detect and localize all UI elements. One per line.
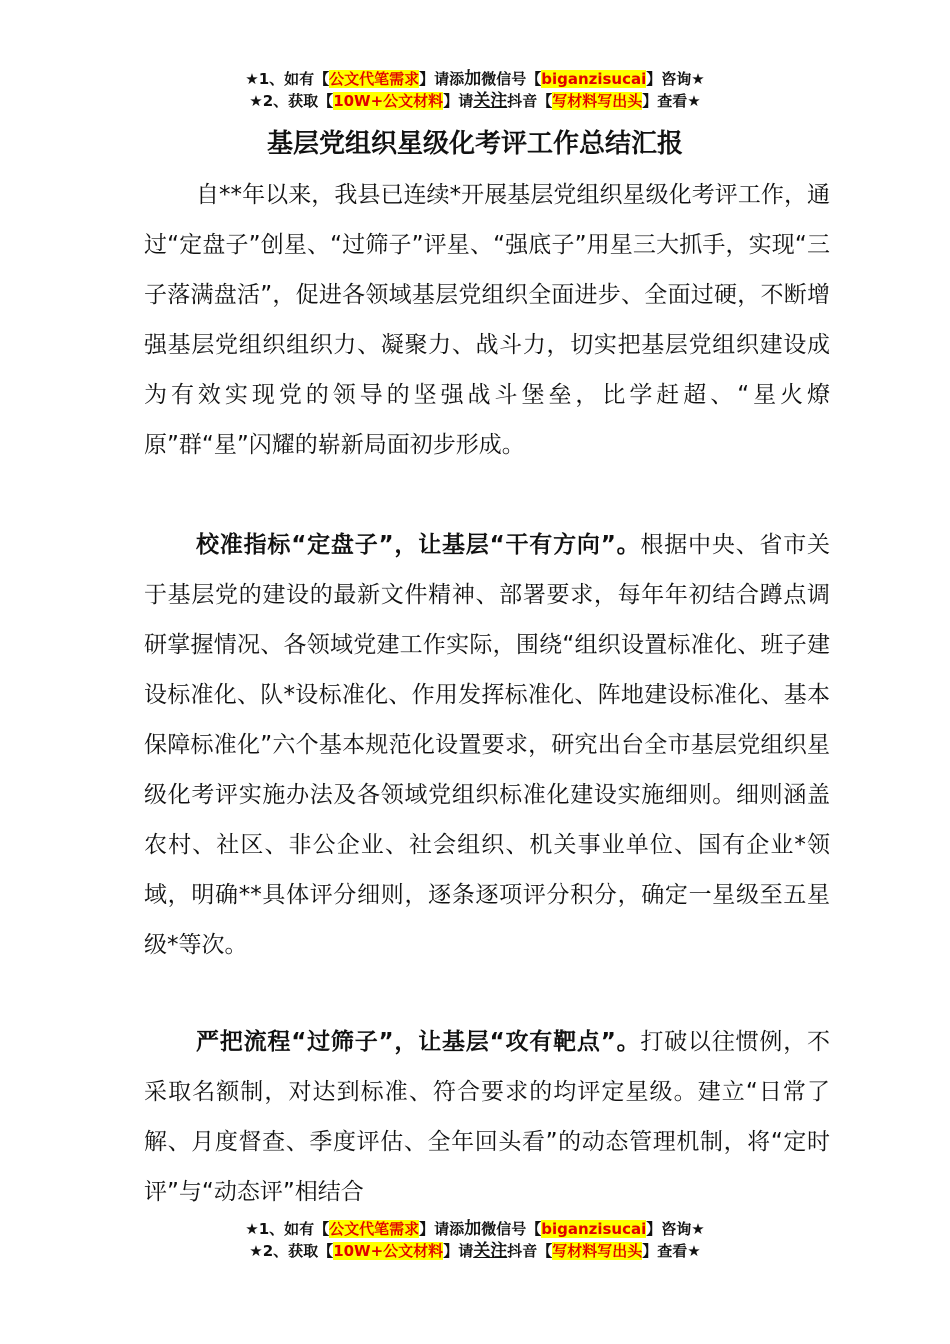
banner-line1-bold-word: 加 xyxy=(464,69,482,89)
paragraph-strict-process xyxy=(144,1017,830,1217)
banner-line2-underline-word: 关注 xyxy=(473,91,508,111)
paragraph-process-lead: 严把流程“过筛子”，让基层“攻有靶点”。 xyxy=(196,1029,641,1055)
banner-line1-suffix: 】咨询★ xyxy=(646,70,705,88)
document-title: 基层党组织星级化考评工作总结汇报 xyxy=(266,129,683,159)
footer-banner xyxy=(0,1218,950,1262)
footer-line1-suffix: 】咨询★ xyxy=(646,1220,705,1238)
footer-line1-highlight-service: 公文代笔需求 xyxy=(329,1220,420,1238)
paragraph-process-text: 打破以往惯例，不采取名额制，对达到标准、符合要求的均评定星级。建立“日常了解、月度督查、季度评估、全年回头看”的动态管理机制，将“定时评”与“动态评”相结合 xyxy=(144,1029,831,1205)
footer-line2-mid1: 】请 xyxy=(443,1242,474,1260)
paragraph-calibrate-text: 根据中央、省市关于基层党的建设的最新文件精神、部署要求，每年年初结合蹲点调研掌握情况、各领域党建工作实际，围绕“组织设置标准化、班子建设标准化、队*设标准化、作用发挥标准化、阵地建设标准化、基本保障标准化”六个基本规范化设置要求，研究出台全市基层党组织星级化考评实施办法及各领域党组织标准化建设实施细则。细则涵盖农村、社区、非公企业、社会组织、机关事业单位、国有企业*领域，明确**具体评分细则，逐条逐项评分积分，确定一星级至五星级*等次。 xyxy=(144,532,831,958)
footer-line-1 xyxy=(0,1218,950,1240)
footer-line1-prefix: ★1、如有【 xyxy=(245,1220,330,1238)
footer-line-2 xyxy=(0,1240,950,1262)
banner-line2-mid1: 】请 xyxy=(443,92,474,110)
paragraph-calibrate-indicators xyxy=(144,520,830,970)
banner-line1-mid2: 微信号【 xyxy=(481,70,542,88)
footer-line2-highlight-douyin: 写材料写出头 xyxy=(552,1242,643,1260)
paragraph-intro-text: 自**年以来，我县已连续*开展基层党组织星级化考评工作，通过“定盘子”创星、“过筛子”评星、“强底子”用星三大抓手，实现“三子落满盘活”，促进各领域基层党组织全面进步、全面过硬，不断增强基层党组织组织力、凝聚力、战斗力，切实把基层党组织建设成为有效实现党的领导的坚强战斗堡垒，比学赶超、“星火燎原”群“星”闪耀的崭新局面初步形成。 xyxy=(144,182,830,458)
footer-line1-bold-word: 加 xyxy=(464,1219,482,1239)
paragraph-calibrate-lead: 校准指标“定盘子”，让基层“干有方向”。 xyxy=(196,532,641,558)
footer-line2-underline-word: 关注 xyxy=(473,1241,508,1261)
banner-line2-mid2: 抖音【 xyxy=(507,92,553,110)
banner-line-1 xyxy=(0,68,950,90)
banner-line1-highlight-wechat: biganzisucai xyxy=(541,70,647,88)
footer-line1-highlight-wechat: biganzisucai xyxy=(541,1220,647,1238)
footer-line2-mid2: 抖音【 xyxy=(507,1242,553,1260)
footer-line2-suffix: 】查看★ xyxy=(642,1242,701,1260)
banner-line2-suffix: 】查看★ xyxy=(642,92,701,110)
banner-line2-prefix: ★2、获取【 xyxy=(249,92,334,110)
banner-line1-mid1: 】请添 xyxy=(419,70,465,88)
banner-line2-highlight-douyin: 写材料写出头 xyxy=(552,92,643,110)
paragraph-intro xyxy=(144,170,830,470)
banner-line1-prefix: ★1、如有【 xyxy=(245,70,330,88)
footer-line2-prefix: ★2、获取【 xyxy=(249,1242,334,1260)
footer-line2-highlight-materials: 10W+公文材料 xyxy=(333,1242,444,1260)
banner-line1-highlight-service: 公文代笔需求 xyxy=(329,70,420,88)
header-banner xyxy=(0,68,950,112)
banner-line2-highlight-materials: 10W+公文材料 xyxy=(333,92,444,110)
footer-line1-mid1: 】请添 xyxy=(419,1220,465,1238)
banner-line-2 xyxy=(0,90,950,112)
footer-line1-mid2: 微信号【 xyxy=(481,1220,542,1238)
